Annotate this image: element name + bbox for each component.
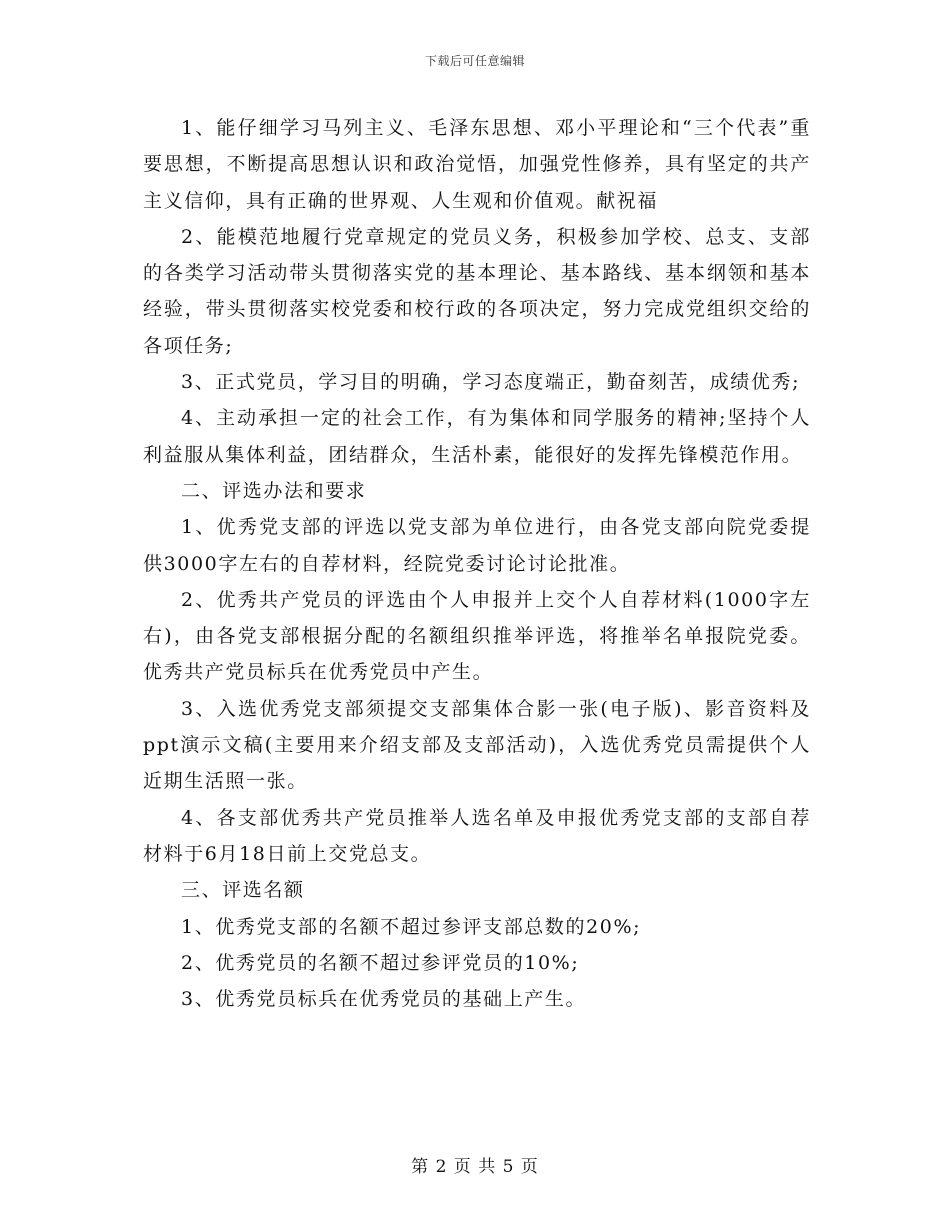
paragraph: 1、优秀党支部的名额不超过参评支部总数的20%; bbox=[181, 915, 642, 938]
document-body bbox=[143, 110, 811, 1017]
paragraph: 4、各支部优秀共产党员推举人选名单及申报优秀党支部的支部自荐材料于6月18日前上交党总支。 bbox=[143, 806, 811, 865]
paragraph: 3、入选优秀党支部须提交支部集体合影一张(电子版)、影音资料及ppt演示文稿(主要用来介绍支部及支部活动)，入选优秀党员需提供个人近期生活照一张。 bbox=[143, 697, 811, 793]
section-heading: 二、评选办法和要求 bbox=[181, 479, 367, 502]
paragraph: 3、正式党员，学习目的明确，学习态度端正，勤奋刻苦，成绩优秀; bbox=[181, 371, 801, 394]
page-number: 第 2 页 共 5 页 bbox=[411, 1157, 539, 1177]
paragraph: 2、能模范地履行党章规定的党员义务，积极参加学校、总支、支部的各类学习活动带头贯彻落实党的基本理论、基本路线、基本纲领和基本经验，带头贯彻落实校党委和校行政的各项决定，努力完成党组织交给的各项任务; bbox=[143, 225, 811, 357]
paragraph: 1、能仔细学习马列主义、毛泽东思想、邓小平理论和“三个代表”重要思想，不断提高思想认识和政治觉悟，加强党性修养，具有坚定的共产主义信仰，具有正确的世界观、人生观和价值观。献祝福 bbox=[143, 117, 811, 212]
paragraph: 1、优秀党支部的评选以党支部为单位进行，由各党支部向院党委提供3000字左右的自荐材料，经院党委讨论讨论批准。 bbox=[143, 516, 811, 575]
paragraph: 3、优秀党员标兵在优秀党员的基础上产生。 bbox=[181, 988, 587, 1011]
page-header: 下载后可任意编辑 bbox=[424, 54, 525, 68]
section-heading: 三、评选名额 bbox=[181, 879, 305, 902]
paragraph: 2、优秀党员的名额不超过参评党员的10%; bbox=[181, 951, 580, 974]
paragraph: 2、优秀共产党员的评选由个人申报并上交个人自荐材料(1000字左右)，由各党支部根据分配的名额组织推举评选，将推举名单报院党委。优秀共产党员标兵在优秀党员中产生。 bbox=[143, 588, 811, 684]
paragraph: 4、主动承担一定的社会工作，有为集体和同学服务的精神;坚持个人利益服从集体利益，团结群众，生活朴素，能很好的发挥先锋模范作用。 bbox=[143, 407, 811, 466]
